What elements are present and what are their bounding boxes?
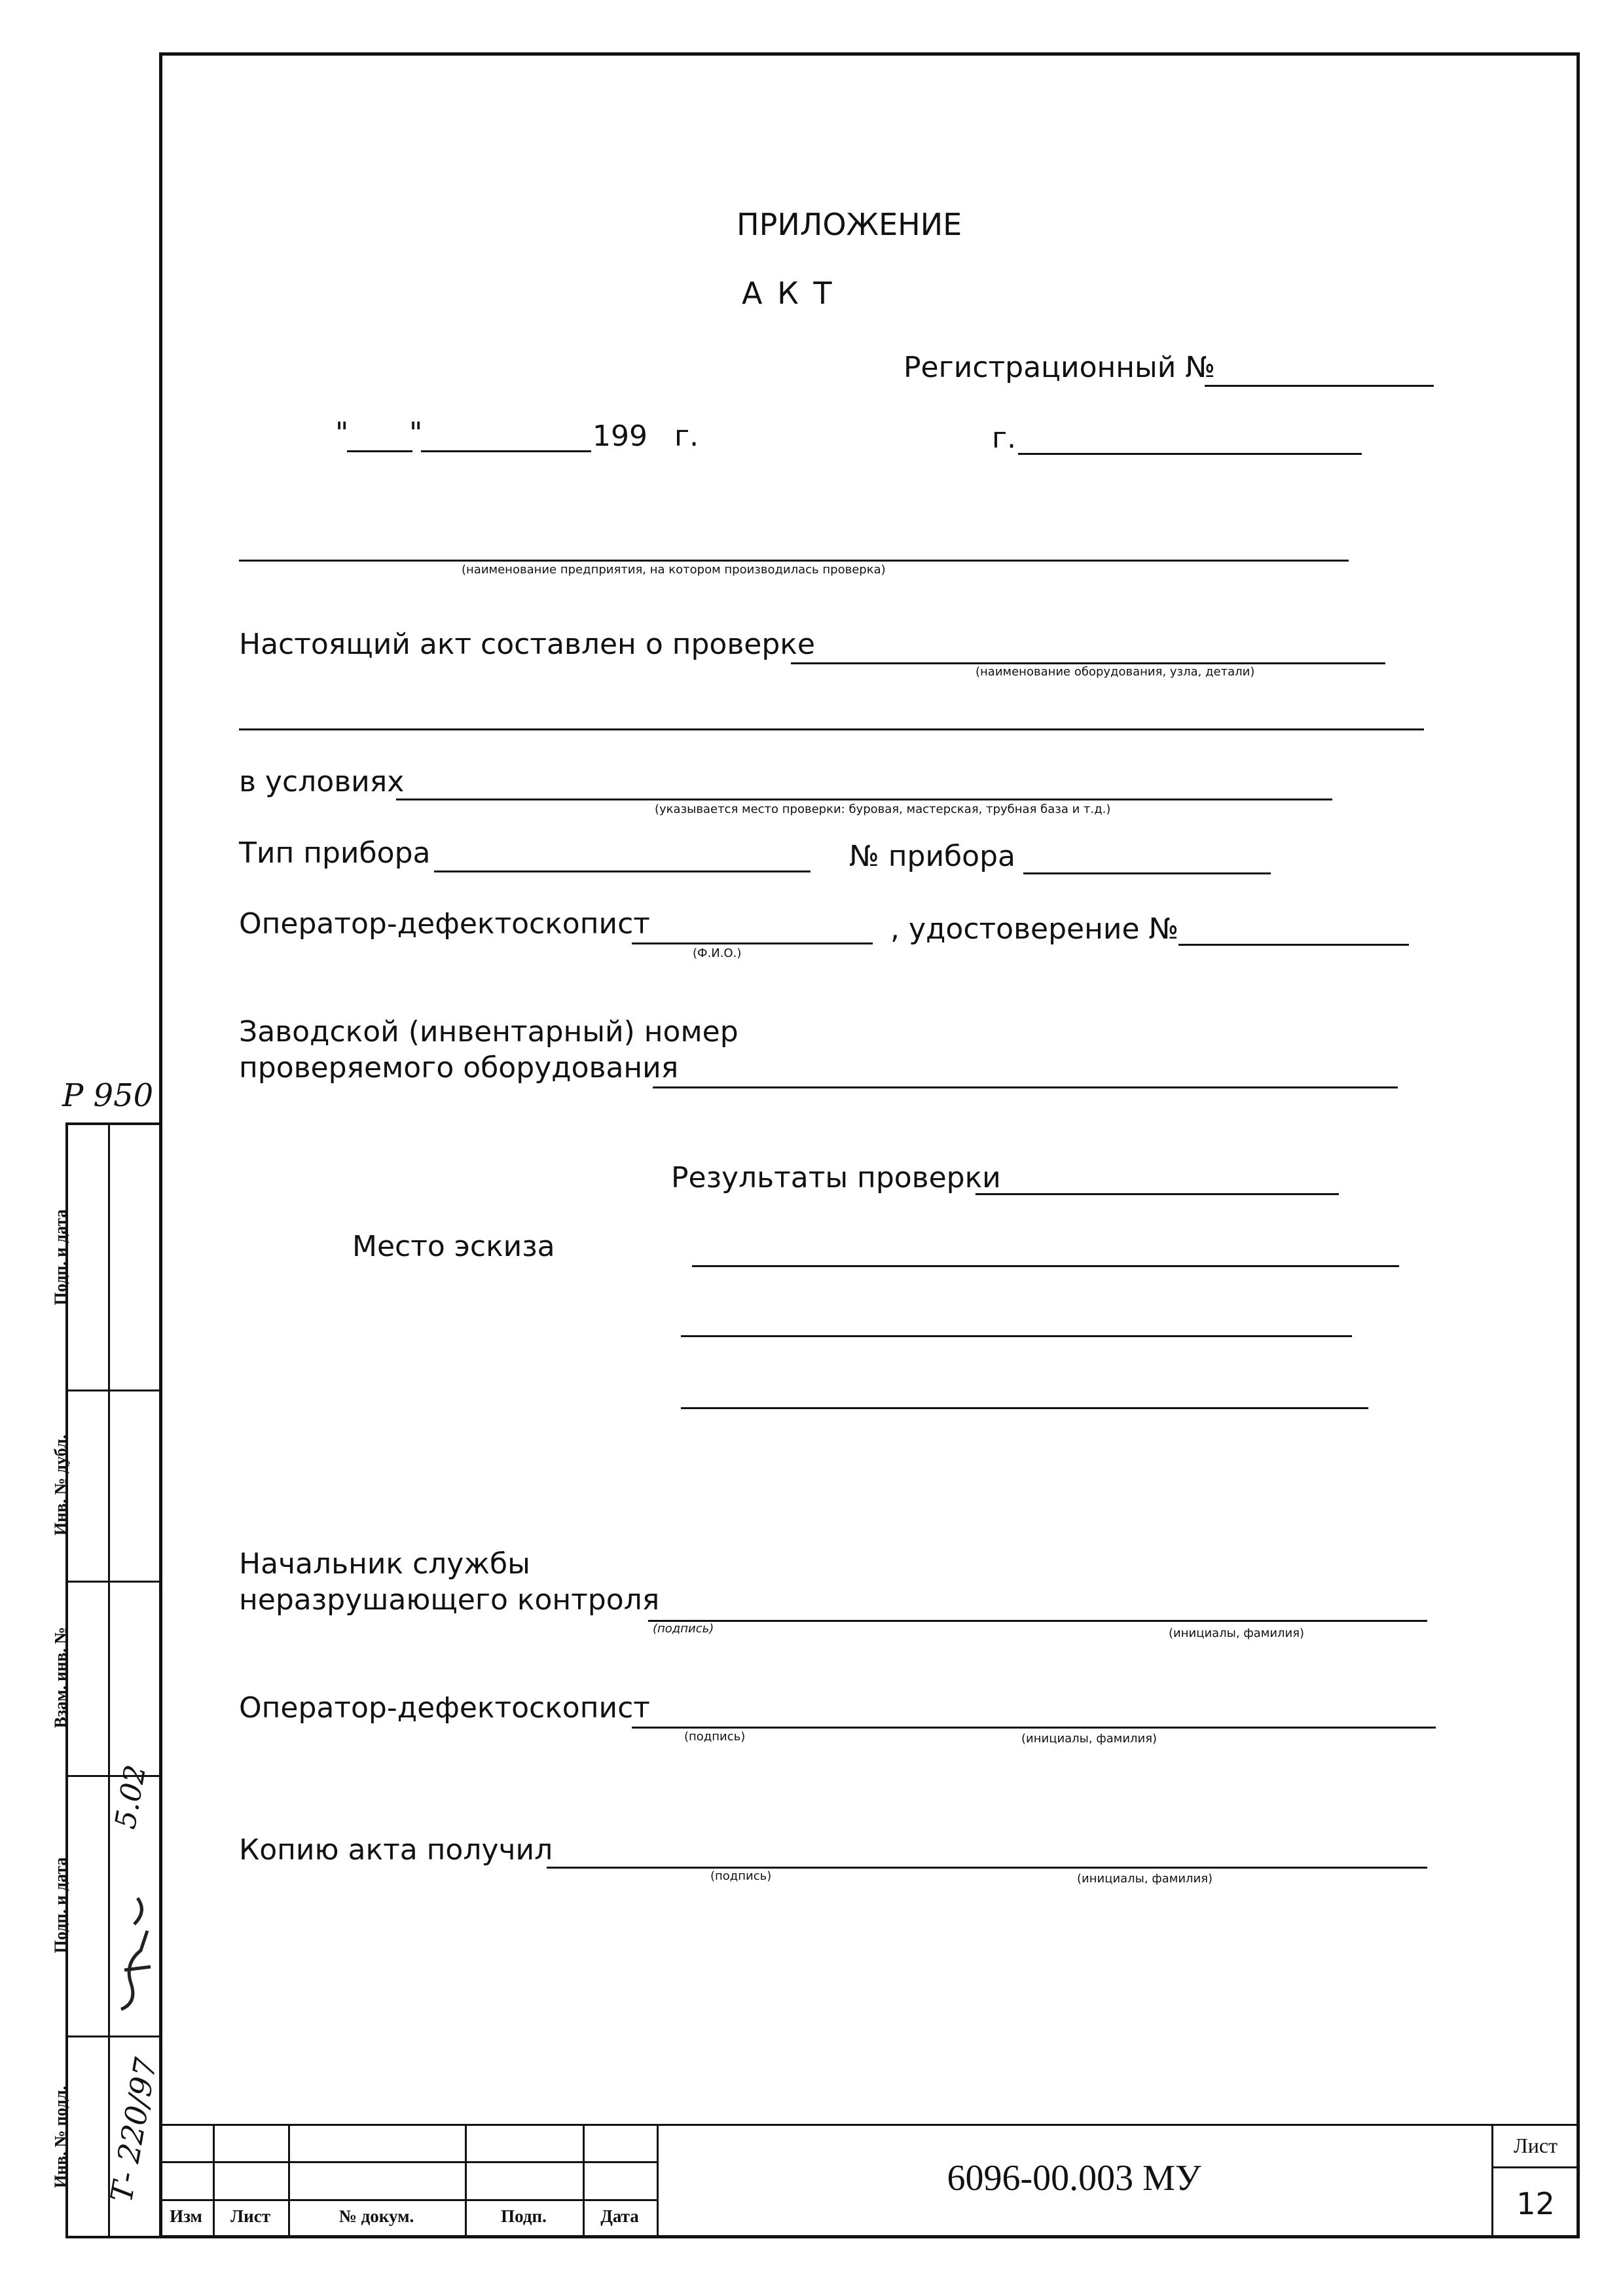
day-field[interactable]: [347, 450, 412, 452]
stamp-col-izm: Изм: [170, 2206, 202, 2226]
stamp-row-1: [159, 2161, 657, 2163]
inspection-hint: (наименование оборудования, узла, детали): [976, 665, 1255, 679]
chief-label-2: неразрушающего контроля: [239, 1583, 660, 1617]
document-designation: 6096-00.003 МУ: [947, 2158, 1201, 2198]
margin-field-original-inv: Инв. № подл.: [51, 2085, 70, 2189]
stamp-top-border: [159, 2124, 1580, 2126]
operator-sign-label: Оператор-дефектоскопист: [239, 1691, 650, 1725]
inspection-field-continued[interactable]: [239, 728, 1424, 730]
inspection-label: Настоящий акт составлен о проверке: [239, 628, 815, 661]
margin-ref-handwritten: P 950: [62, 1077, 154, 1114]
year-suffix: г.: [674, 420, 699, 453]
results-field-1[interactable]: [976, 1193, 1339, 1195]
stamp-col-sign: Подп.: [501, 2206, 547, 2226]
city-prefix: г.: [992, 422, 1017, 455]
serial-field[interactable]: [653, 1086, 1398, 1088]
device-type-label: Тип прибора: [239, 836, 431, 870]
margin-field-sign-date-2: Подп. и дата: [51, 1857, 70, 1954]
operator-signature-field[interactable]: [632, 1727, 1436, 1729]
stamp-col-date: Дата: [600, 2206, 639, 2226]
certificate-number-field[interactable]: [1178, 944, 1409, 946]
conditions-hint: (указывается место проверки: буровая, мастерская, трубная база и т.д.): [655, 802, 1111, 816]
year-prefix: 199: [593, 420, 647, 453]
margin-row-divider-4: [65, 2036, 159, 2037]
margin-row-divider-2: [65, 1581, 159, 1583]
chief-signature-field[interactable]: [648, 1620, 1427, 1622]
sheet-label: Лист: [1513, 2134, 1558, 2157]
operator-name-hint: (Ф.И.О.): [693, 946, 742, 960]
operator-sign-name-hint: (инициалы, фамилия): [1021, 1732, 1158, 1746]
registration-label: Регистрационный №: [903, 351, 1216, 384]
sketch-label: Место эскиза: [352, 1230, 555, 1263]
operator-label: Оператор-дефектоскопист: [239, 907, 650, 941]
handwritten-signature: [111, 1852, 160, 2022]
enterprise-field[interactable]: [239, 560, 1349, 562]
margin-row-divider-1: [65, 1390, 159, 1391]
registration-number-field[interactable]: [1205, 385, 1434, 387]
margin-column-divider: [108, 1122, 110, 2238]
margin-field-dup-inv: Инв. № дубл.: [51, 1434, 70, 1536]
enterprise-hint: (наименование предприятия, на котором производилась проверка): [462, 563, 886, 577]
device-number-label: № прибора: [849, 840, 1015, 873]
copy-label: Копию акта получил: [239, 1833, 553, 1867]
handwritten-date: 5.02: [109, 1762, 153, 1832]
results-field-2[interactable]: [692, 1265, 1399, 1267]
copy-signature-field[interactable]: [547, 1867, 1427, 1869]
quote-close: ": [409, 416, 423, 450]
device-number-field[interactable]: [1023, 872, 1271, 874]
inspection-field[interactable]: [791, 662, 1385, 664]
operator-name-field[interactable]: [632, 942, 873, 944]
page-frame: [159, 52, 1580, 2238]
city-field[interactable]: [1018, 453, 1362, 455]
results-label: Результаты проверки: [671, 1161, 1001, 1194]
month-field[interactable]: [421, 450, 591, 452]
margin-field-sign-date: Подп. и дата: [51, 1209, 70, 1306]
sheet-number: 12: [1516, 2186, 1555, 2221]
margin-field-replace-inv: Взам. инв. №: [51, 1626, 70, 1729]
quote-open: ": [335, 416, 349, 450]
serial-label-2: проверяемого оборудования: [239, 1051, 679, 1085]
chief-sign-hint: (подпись): [653, 1622, 714, 1636]
results-field-4[interactable]: [681, 1407, 1368, 1409]
appendix-heading: ПРИЛОЖЕНИЕ: [737, 207, 962, 242]
chief-name-hint: (инициалы, фамилия): [1169, 1626, 1305, 1640]
conditions-label: в условиях: [239, 765, 405, 798]
certificate-label: , удостоверение №: [890, 912, 1179, 946]
serial-label-1: Заводской (инвентарный) номер: [239, 1015, 739, 1049]
chief-label-1: Начальник службы: [239, 1547, 530, 1581]
copy-sign-hint: (подпись): [710, 1869, 772, 1883]
stamp-col-doc: № докум.: [338, 2206, 414, 2226]
conditions-field[interactable]: [396, 798, 1332, 800]
results-field-3[interactable]: [681, 1335, 1352, 1337]
device-type-field[interactable]: [434, 870, 811, 872]
stamp-col-list: Лист: [230, 2206, 270, 2226]
operator-sign-hint: (подпись): [684, 1730, 746, 1744]
stamp-row-2: [159, 2199, 657, 2201]
copy-name-hint: (инициалы, фамилия): [1077, 1872, 1213, 1886]
handwritten-inventory: Т- 220/97: [103, 2055, 164, 2205]
stamp-sheet-divider: [1491, 2166, 1580, 2168]
act-title: А К Т: [742, 276, 835, 311]
